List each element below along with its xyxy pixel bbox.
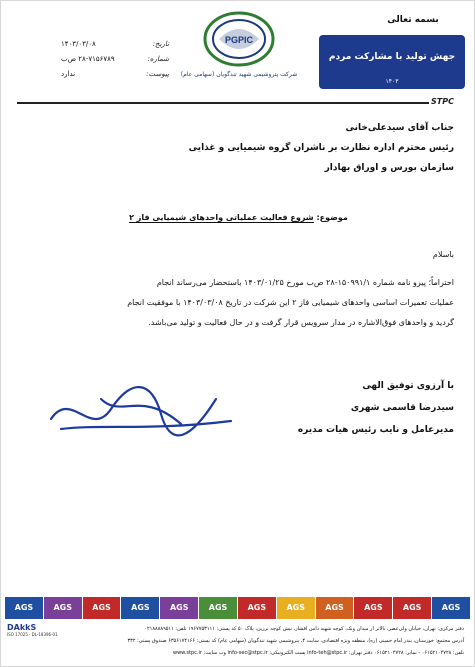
header-divider — [17, 102, 429, 104]
ags-certification-logo: AGS — [238, 597, 276, 619]
body-line1: احتراماً؛ پیرو نامه شماره ۱۵۰۹۹۱/۱-۲۸ ص‌ب مورخ ۱۴۰۳/۰۱/۲۵ باستحضار می‌رساند انجام — [156, 278, 454, 287]
attachment-value: ندارد — [61, 70, 76, 78]
dakks-mark: DAkkS — [7, 623, 37, 632]
dakks-accreditation-logo — [7, 623, 65, 661]
logo-emblem-icon — [179, 9, 299, 69]
company-name: شرکت پتروشیمی شهید تندگویان (سهامی عام) — [180, 71, 298, 78]
handwritten-signature — [41, 369, 241, 449]
meta-date — [61, 37, 169, 52]
ags-certification-logo: AGS — [199, 597, 237, 619]
date-value: ۱۴۰۳/۰۳/۰۸ — [61, 40, 96, 48]
slogan-text: جهش تولید با مشارکت مردم — [328, 52, 456, 62]
ags-certification-logo: AGS — [393, 597, 431, 619]
basmala: بسمه تعالی — [387, 15, 439, 25]
footer-contact: تلفن: ۰۶۱۵۲۱۰۴۷۲۸ - نمابر: ۰۶۱۵۲۱۰۴۷۲۸ دفتر تهران: info-teh@stpc.ir پست الکترونیکی: info-sec@stpc.ir وب سایت: www.stpc.ir — [173, 650, 464, 656]
attachment-label: پیوست: — [146, 70, 169, 78]
ags-certification-logo: AGS — [277, 597, 315, 619]
ags-certification-logo: AGS — [44, 597, 82, 619]
subject-label: موضوع: — [316, 213, 348, 222]
body-line3: گردید و واحدهای فوق‌الاشاره در مدار سرویس قرار گرفت و در حال فعالیت و تولید می‌باشد. — [148, 318, 454, 327]
footer-address-complex: آدرس مجتمع: خوزستان، بندر امام خمینی (ره)، منطقه ویژه اقتصادی، سایت ۴، پتروشیمی شهید تندگویان (سهامی عام) کد پستی: ۶۳۵۶۱۷۴۱۶۶ صندوق پستی: ۳۳۲ — [127, 638, 464, 644]
addressee-line1: جناب آقای سیدعلی‌خانی — [345, 123, 454, 133]
subject-line — [1, 213, 475, 222]
year-slogan-badge — [319, 35, 465, 89]
ags-certification-logo: AGS — [354, 597, 392, 619]
ags-certification-logo: AGS — [160, 597, 198, 619]
ags-certification-logo: AGS — [432, 597, 470, 619]
ags-certification-logo: AGS — [5, 597, 43, 619]
signatory-title: مدیرعامل و نایب رئیس هیات مدیره — [297, 425, 454, 435]
addressee-line2: رئیس محترم اداره نظارت بر ناشران گروه شیمیایی و غذایی — [188, 143, 454, 153]
subject-text: شروع فعالیت عملیاتی واحدهای شیمیایی فاز ۲ — [129, 213, 314, 222]
company-logo — [179, 9, 299, 93]
body-line2: عملیات تعمیرات اساسی واحدهای شیمیایی فاز ۲ این شرکت در تاریخ ۱۴۰۳/۰۳/۰۸ با موفقیت انجام — [127, 298, 454, 307]
ags-certification-logo: AGS — [121, 597, 159, 619]
date-label: تاریخ: — [152, 40, 169, 48]
certification-logos-strip — [5, 597, 471, 619]
meta-attachment — [61, 67, 169, 82]
number-label: شماره: — [147, 55, 169, 63]
ags-certification-logo: AGS — [316, 597, 354, 619]
logo-abbr: PGPIC — [224, 35, 254, 45]
signature-closing: با آرزوی توفیق الهی — [362, 381, 454, 391]
footer-address-tehran: دفتر مرکزی: تهران، خیابان ولی‌عصر، بالاتر از میدان ونک، کوچه شهید دامن افشار، نبش کوچه برزین، پلاک ۵۰ کد پستی: ۱۹۶۷۷۵۳۱۱۱ تلفن: ۰۲۱۸۸۸۸۹۵۱۱ — [144, 626, 464, 632]
slogan-year: ۱۴۰۳ — [385, 78, 399, 85]
signatory-name: سیدرضا قاسمی شهری — [350, 403, 454, 413]
dakks-sub: ISO 17025 · DL-18396-01 — [7, 632, 58, 637]
salutation: باسلام — [432, 250, 454, 259]
ags-certification-logo: AGS — [83, 597, 121, 619]
brand-code: STPC — [431, 97, 454, 106]
letter-meta — [61, 37, 169, 82]
addressee-line3: سازمان بورس و اوراق بهادار — [324, 163, 454, 173]
number-value: ۲۸-۷۱۵۶۷۸۹ ص‌ب — [61, 55, 115, 63]
meta-number — [61, 52, 169, 67]
